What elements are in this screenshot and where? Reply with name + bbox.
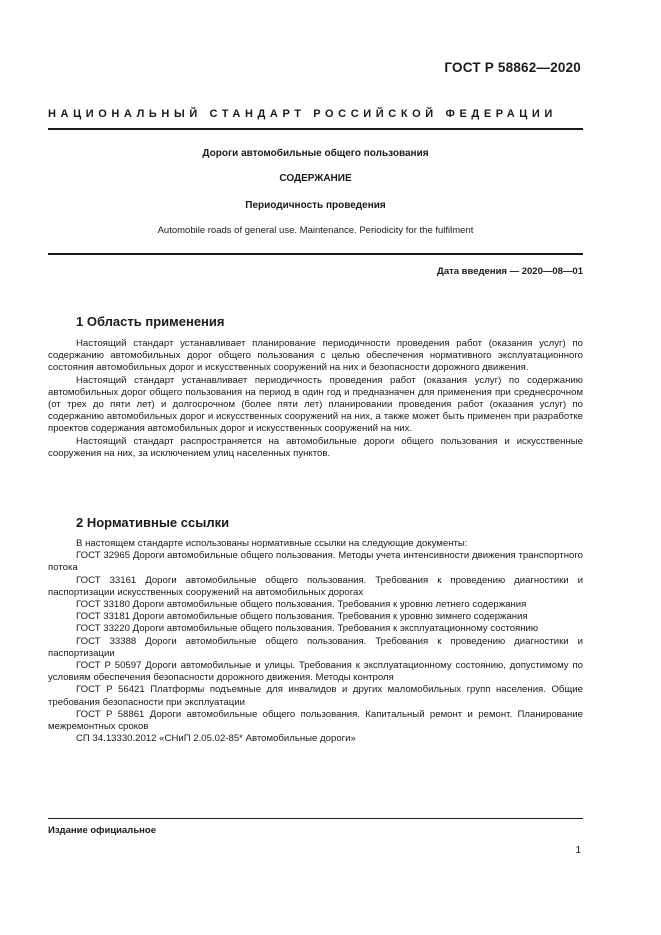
english-title: Automobile roads of general use. Maintenance. Periodicity for the fulfilment <box>157 225 474 236</box>
reference-item: ГОСТ 33181 Дороги автомобильные общего пользования. Требования к уровню зимнего содержания <box>76 611 528 623</box>
reference-item: ГОСТ 33388 Дороги автомобильные общего пользования. Требования к проведению диагностики и паспортизации <box>48 635 583 659</box>
section-2-heading: 2 Нормативные ссылки <box>76 515 230 530</box>
reference-item: ГОСТ Р 58861 Дороги автомобильные общего пользования. Капитальный ремонт и ремонт. Планирование межремонтных сроков <box>48 708 583 733</box>
section-1-body <box>48 338 583 460</box>
title-line-3: Периодичность проведения <box>245 200 386 211</box>
official-edition-label: Издание официальное <box>48 825 156 836</box>
paragraph: Настоящий стандарт распространяется на автомобильные дороги общего пользования и искусственные сооружения на них, за исключением улиц населенных пунктов. <box>48 435 583 459</box>
reference-item: ГОСТ 32965 Дороги автомобильные общего пользования. Методы учета интенсивности движения транспортного потока <box>48 550 583 574</box>
page-number: 1 <box>575 845 581 856</box>
reference-item: СП 34.13330.2012 «СНиП 2.05.02-85* Автомобильные дороги» <box>76 733 356 745</box>
reference-item: ГОСТ 33161 Дороги автомобильные общего пользования. Требования к проведению диагностики и паспортизации искусственных сооружений на автомобильных дорогах <box>48 574 583 598</box>
reference-item: ГОСТ 33180 Дороги автомобильные общего пользования. Требования к уровню летнего содержания <box>76 599 527 611</box>
national-standard-title: НАЦИОНАЛЬНЫЙ СТАНДАРТ РОССИЙСКОЙ ФЕДЕРАЦИИ <box>48 108 557 120</box>
paragraph: В настоящем стандарте использованы нормативные ссылки на следующие документы: <box>76 538 468 549</box>
title-line-2: СОДЕРЖАНИЕ <box>279 173 352 184</box>
reference-item: ГОСТ 33220 Дороги автомобильные общего пользования. Требования к эксплуатационному состоянию <box>76 623 539 635</box>
top-rule <box>48 128 583 130</box>
section-1-heading: 1 Область применения <box>76 314 225 329</box>
document-code: ГОСТ Р 58862—2020 <box>444 60 581 75</box>
reference-item: ГОСТ Р 50597 Дороги автомобильные и улицы. Требования к эксплуатационному состоянию, допустимому по условиям обеспечения безопасности дорожного движения. Методы контроля <box>48 660 583 684</box>
reference-item: ГОСТ Р 56421 Платформы подъемные для инвалидов и других маломобильных групп населения. Общие требования безопасности при эксплуатации <box>48 684 583 708</box>
title-bottom-rule <box>48 253 583 255</box>
paragraph: Настоящий стандарт устанавливает планирование периодичности проведения работ (оказания услуг) по содержанию автомобильных дорог общего пользования с целью обеспечения нормативного эксплуатационного состояния автомобильных дорог и искусственных сооружений на них и безопасности дорожного движения. <box>48 338 583 374</box>
section-2-body <box>48 538 583 745</box>
footer-rule <box>48 818 583 819</box>
introduction-date: Дата введения — 2020—08—01 <box>437 266 583 277</box>
title-line-1: Дороги автомобильные общего пользования <box>202 148 429 159</box>
paragraph: Настоящий стандарт устанавливает периодичность проведения работ (оказания услуг) по содержанию автомобильных дорог общего пользования на период в один год и предназначен для применения при среднесрочном (от трех до пяти лет) и долгосрочном (более пяти лет) планировании проведения работ (оказания услуг) по содержанию автомобильных дорог и искусственных сооружений на них, а также может быть применен при разработке проектов содержания автомобильных дорог и искусственных сооружений на них. <box>48 374 583 435</box>
